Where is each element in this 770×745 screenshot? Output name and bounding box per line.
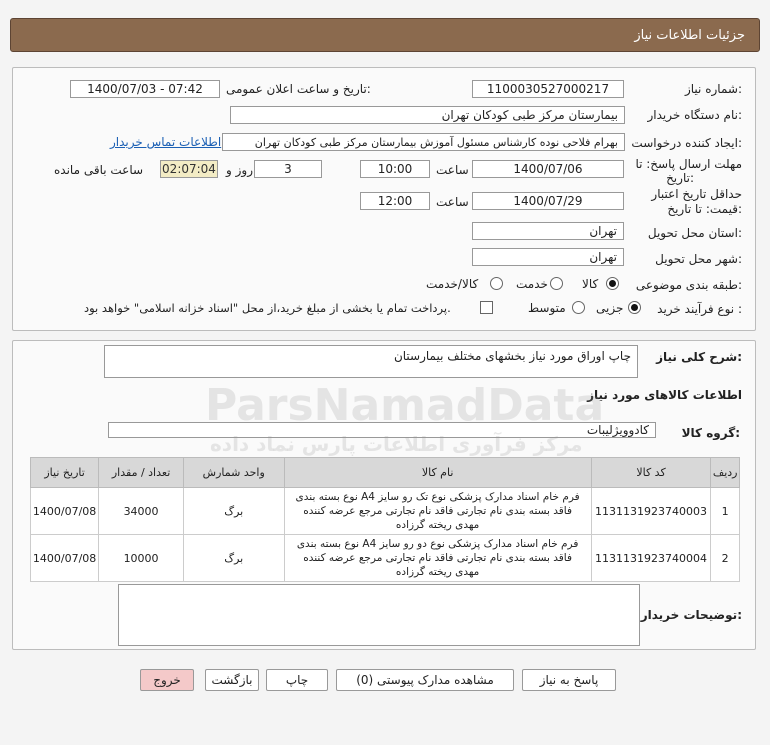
province-label: استان محل تحویل: <box>647 226 742 240</box>
treasury-payment-note: پرداخت تمام یا بخشی از مبلغ خرید،از محل "اسناد خزانه اسلامی" خواهد بود. <box>84 301 451 315</box>
remaining-time-label: ساعت باقی مانده <box>54 163 144 177</box>
cell-qty: 10000 <box>99 535 184 582</box>
need-number-field: 1100030527000217 <box>472 80 624 98</box>
days-label: روز و <box>226 163 253 177</box>
exit-button[interactable]: خروج <box>140 669 194 691</box>
remaining-time-field: 02:07:04 <box>160 160 218 178</box>
goods-section-title: اطلاعات کالاهای مورد نیاز <box>587 388 742 402</box>
description-label: شرح کلی نیاز: <box>656 350 742 364</box>
page-title-bar <box>10 18 760 52</box>
category-goods-label: کالا <box>582 277 599 291</box>
deadline-time-field: 10:00 <box>360 160 430 178</box>
print-button[interactable]: چاپ <box>266 669 328 691</box>
category-radio-service[interactable] <box>550 277 563 293</box>
table-row <box>31 535 740 582</box>
buyer-label: نام دستگاه خریدار: <box>647 108 742 122</box>
deadline-time-label: ساعت <box>436 163 469 177</box>
description-field: چاپ اوراق مورد نیاز بخشهای مختلف بیمارستان <box>104 345 638 378</box>
buyer-contact-link[interactable]: اطلاعات تماس خریدار <box>110 135 222 149</box>
category-label: طبقه بندی موضوعی: <box>635 278 742 292</box>
goods-group-field: کادوویژلیبات <box>108 422 656 438</box>
validity-time-label: ساعت <box>436 195 469 209</box>
category-radio-goods-service[interactable] <box>490 277 503 293</box>
validity-label-date: قیمت: تا تاریخ: <box>667 202 742 216</box>
page-title: جزئیات اطلاعات نیاز <box>634 27 745 43</box>
deadline-date-field: 1400/07/06 <box>472 160 624 178</box>
city-field: تهران <box>472 248 624 266</box>
creator-field: بهرام فلاحی نوده کارشناس مسئول آموزش بیمارستان مرکز طبی کودکان تهران <box>222 133 625 151</box>
table-header-date: تاریخ نیاز <box>31 458 99 488</box>
process-minor-label: جزیی <box>596 301 624 315</box>
buyer-notes-label: توضیحات خریدار: <box>640 608 742 622</box>
process-label: نوع فرآیند خرید : <box>657 302 742 316</box>
cell-name: فرم خام اسناد مدارک پزشکی نوع دو رو سایز A4 نوع بسته بندی فاقد بسته بندی نام تجارتی فاقد نام تجارتی مرجع عرضه کننده مهدی ریخته گرزاده <box>284 535 591 582</box>
cell-code: 1131131923740004 <box>591 535 711 582</box>
table-header-row: ردیف <box>711 458 740 488</box>
province-field: تهران <box>472 222 624 240</box>
validity-date-field: 1400/07/29 <box>472 192 624 210</box>
category-service-label: خدمت <box>516 277 548 291</box>
watermark-main: ParsNamadData <box>205 380 605 431</box>
category-goods-service-label: کالا/خدمت <box>426 277 479 291</box>
validity-label: حداقل تاریخ اعتبار <box>651 187 742 201</box>
cell-code: 1131131923740003 <box>591 488 711 535</box>
goods-table <box>30 457 740 582</box>
deadline-label: مهلت ارسال پاسخ: تا <box>635 157 742 171</box>
cell-row: 1 <box>711 488 740 535</box>
table-header-qty: تعداد / مقدار <box>99 458 184 488</box>
watermark-sub: مرکز فرآوری اطلاعات پارس نماد داده <box>210 432 583 456</box>
treasury-payment-checkbox[interactable] <box>480 301 493 317</box>
cell-qty: 34000 <box>99 488 184 535</box>
table-header-unit: واحد شمارش <box>183 458 284 488</box>
attachments-button[interactable]: مشاهده مدارک پیوستی (0) <box>336 669 514 691</box>
reply-button[interactable]: پاسخ به نیاز <box>522 669 616 691</box>
need-number-label: شماره نیاز: <box>684 82 742 96</box>
back-button[interactable]: بازگشت <box>205 669 259 691</box>
buyer-field: بیمارستان مرکز طبی کودکان تهران <box>230 106 625 124</box>
city-label: شهر محل تحویل: <box>655 252 742 266</box>
creator-label: ایجاد کننده درخواست: <box>631 136 742 150</box>
cell-date: 1400/07/08 <box>31 535 99 582</box>
cell-unit: برگ <box>183 488 284 535</box>
process-radio-minor[interactable] <box>628 301 641 317</box>
process-radio-medium[interactable] <box>572 301 585 317</box>
table-row <box>31 488 740 535</box>
cell-date: 1400/07/08 <box>31 488 99 535</box>
cell-unit: برگ <box>183 535 284 582</box>
days-field: 3 <box>254 160 322 178</box>
buyer-notes-field <box>118 584 640 646</box>
table-header-code: کد کالا <box>591 458 711 488</box>
cell-row: 2 <box>711 535 740 582</box>
announce-date-label: تاریخ و ساعت اعلان عمومی: <box>226 82 371 96</box>
process-medium-label: متوسط <box>528 301 566 315</box>
deadline-label-date: تاریخ: <box>666 171 694 185</box>
cell-name: فرم خام اسناد مدارک پزشکی نوع تک رو سایز A4 نوع بسته بندی فاقد بسته بندی نام تجارتی فاقد نام تجارتی مرجع عرضه کننده مهدی ریخته گرزاده <box>284 488 591 535</box>
table-header-name: نام کالا <box>284 458 591 488</box>
validity-time-field: 12:00 <box>360 192 430 210</box>
announce-date-field: 1400/07/03 - 07:42 <box>70 80 220 98</box>
category-radio-goods[interactable] <box>606 277 619 293</box>
goods-group-label: گروه کالا: <box>681 426 740 440</box>
